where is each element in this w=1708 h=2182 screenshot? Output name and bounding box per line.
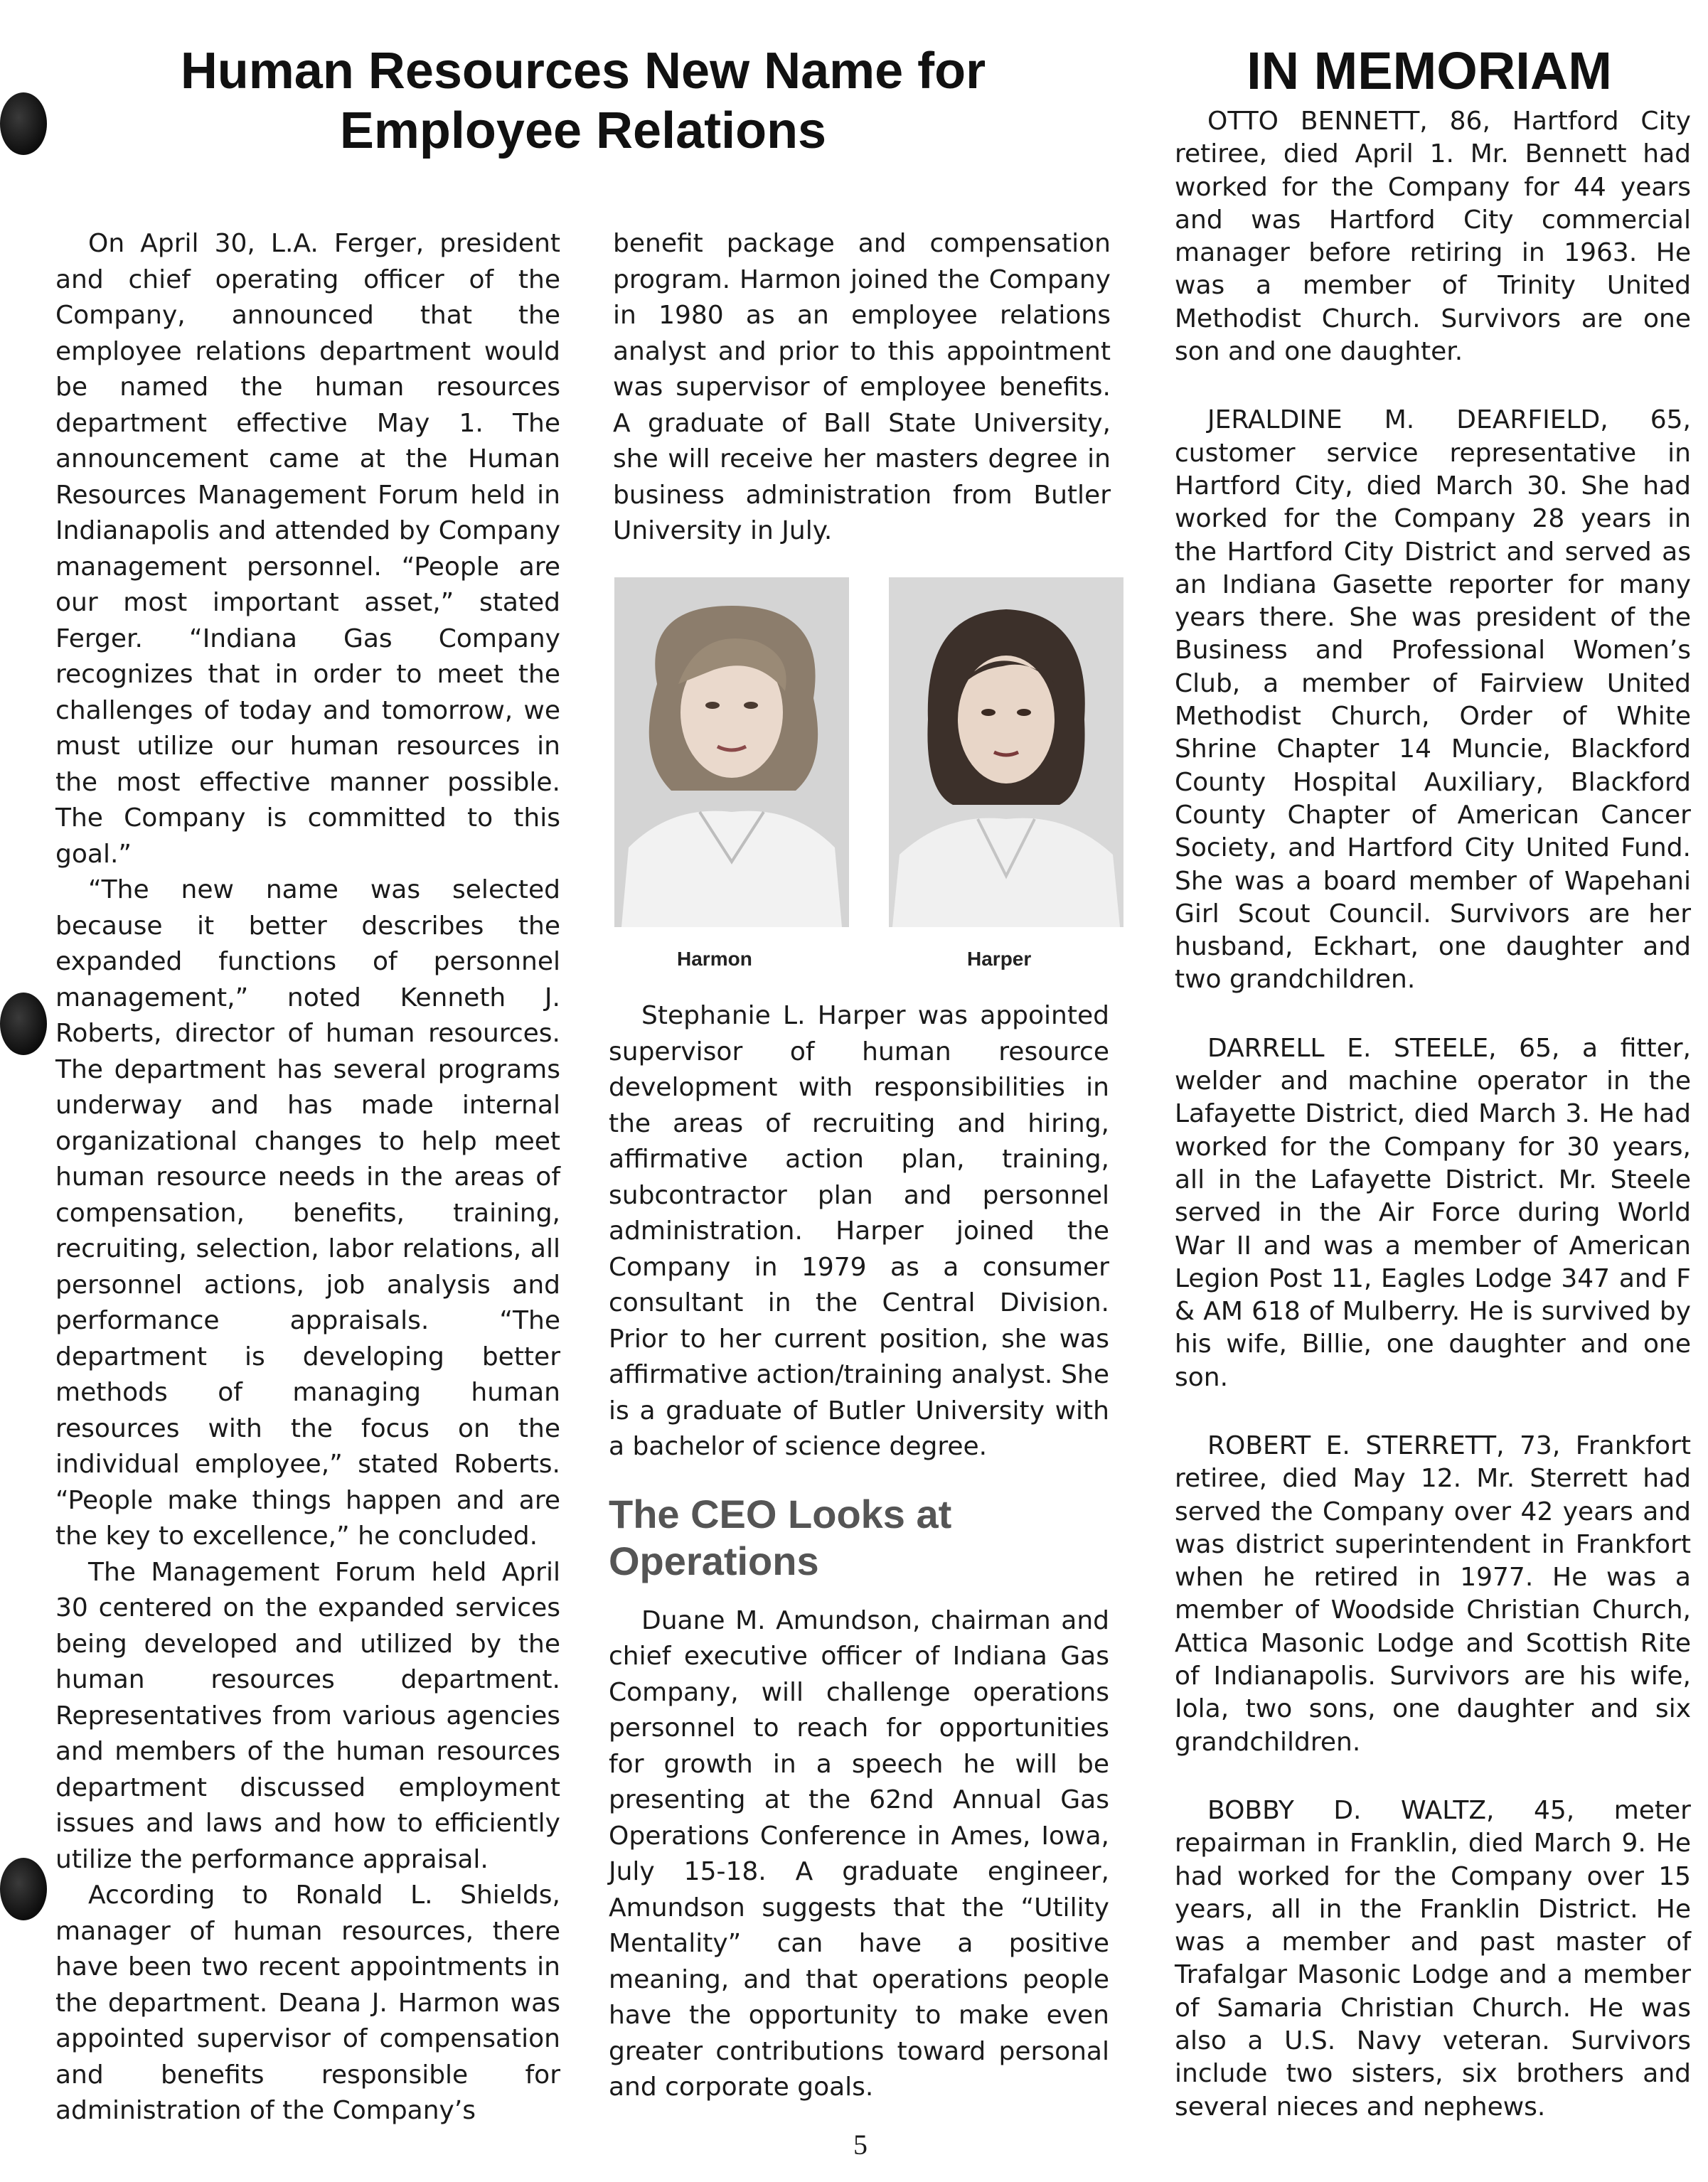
article-column-1 bbox=[55, 226, 560, 2129]
page-number: 5 bbox=[853, 2129, 868, 2161]
article-title: Human Resources New Name for Employee Relations bbox=[180, 43, 986, 159]
memoriam-entry: BOBBY D. WALTZ, 45, meter repairman in Franklin, died March 9. He had worked for the Company over 15 years, all in the Franklin District. He was a member and past master of Trafalgar Masonic Lodge and a member of Samaria Christian Church. He was also a U.S. Navy veteran. Survivors include two sisters, six brothers and several nieces and nephews. bbox=[1175, 1795, 1691, 2122]
memoriam-entry: OTTO BENNETT, 86, Hartford City retiree, died April 1. Mr. Bennett had worked for the Company for 44 years and was Hartford City commercial manager before retiring in 1963. He was a member of Trinity United Methodist Church. Survivors are one son and one daughter. bbox=[1175, 107, 1691, 367]
punch-hole-top bbox=[0, 92, 47, 155]
harper-portrait-photo bbox=[889, 577, 1123, 927]
memoriam-entry: JERALDINE M. DEARFIELD, 65, customer service representative in Hartford City, died March 30. She had worked for the Company 28 years in the Hartford City District and served as an Indiana Gasette reporter for many years there. She was president of the Business and Professional Women’s Club, a member of Fairview United Methodist Church, Order of White Shrine Chapter 14 Muncie, Blackford County Hospital Auxiliary, Blackford County Chapter of American Cancer Society, and Hartford City United Fund. She was a board member of Wapehani Girl Scout Council. Survivors are her husband, Eckhart, one daughter and two grandchildren. bbox=[1175, 405, 1691, 995]
harmon-photo-caption: Harmon bbox=[677, 948, 752, 970]
harper-photo-caption: Harper bbox=[967, 948, 1032, 970]
memoriam-column bbox=[1175, 105, 1691, 2159]
punch-hole-bottom bbox=[0, 1858, 47, 1920]
memoriam-entry: DARRELL E. STEELE, 65, a fitter, welder and machine operator in the Lafayette District, died March 3. He had worked for the Company for 30 years, all in the Lafayette District. Mr. Steele served in the Air Force during World War II and was a member of American Legion Post 11, Eagles Lodge 347 and F & AM 618 of Mulberry. He is survived by his wife, Billie, one daughter and one son. bbox=[1175, 1033, 1691, 1392]
memoriam-entry: ROBERT E. STERRETT, 73, Frankfort retiree, died May 12. Mr. Sterrett had served the Company over 42 years and was district superintendent in Frankfort when he retired in 1977. He was a member of Woodside Christian Church, Attica Masonic Lodge and Scottish Rite of Indianapolis. Survivors are his wife, Iola, two sons, one daughter and six grandchildren. bbox=[1175, 1430, 1691, 1757]
article-paragraph: benefit package and compensation program. Harmon joined the Company in 1980 as an employee relations analyst and prior to this appointment was supervisor of employee benefits. A graduate of Ball State University, she will receive her masters degree in business administration from Butler University in July. bbox=[613, 229, 1111, 545]
article-paragraph: The Management Forum held April 30 centered on the expanded services being developed and utilized by the human resources department. Representatives from various agencies and members of the human resources department discussed employment issues and laws and how to efficiently utilize the performance appraisal. bbox=[55, 1557, 560, 1874]
harmon-portrait-image bbox=[614, 577, 849, 927]
harmon-portrait-photo bbox=[614, 577, 849, 927]
article-column-2-bottom bbox=[609, 998, 1109, 2106]
punch-hole-middle bbox=[0, 993, 47, 1055]
article-paragraph: According to Ronald L. Shields, manager of human resources, there have been two recent appointments in the department. Deana J. Harmon was appointed supervisor of compensation and benefits responsible for administration of the Company’s bbox=[55, 1881, 560, 2125]
article-paragraph: On April 30, L.A. Ferger, president and chief operating officer of the Company, announced that the employee relations department would be named the human resources department effective May 1. The announcement came at the Human Resources Management Forum held in Indianapolis and attended by Company management personnel. “People are our most important asset,” stated Ferger. “Indiana Gas Company recognizes that in order to meet the challenges of today and tomorrow, we must utilize our human resources in the most effective manner possible. The Company is committed to this goal.” bbox=[55, 229, 560, 869]
article-paragraph: Stephanie L. Harper was appointed supervisor of human resource development with responsibilities in the areas of recruiting and hiring, affirmative action plan, training, subcontractor plan and personnel administration. Harper joined the Company in 1979 as a consumer consultant in the Central Division. Prior to her current position, she was affirmative action/training analyst. She is a graduate of Butler University with a bachelor of science degree. bbox=[609, 1001, 1109, 1461]
ceo-paragraph: Duane M. Amundson, chairman and chief executive officer of Indiana Gas Company, will challenge operations personnel to reach for opportunities for growth in a speech he will be presenting at the 62nd Annual Gas Operations Conference in Ames, Iowa, July 15-18. A graduate engineer, Amundson suggests that the “Utility Mentality” can have a positive meaning, and that operations people have the opportunity to make even greater contributions toward personal and corporate goals. bbox=[609, 1605, 1109, 2102]
harper-portrait-image bbox=[889, 577, 1123, 927]
memoriam-title: IN MEMORIAM bbox=[1247, 41, 1612, 100]
ceo-section-title: The CEO Looks at Operations bbox=[609, 1491, 952, 1583]
article-column-2-top bbox=[613, 226, 1111, 550]
article-paragraph: “The new name was selected because it better describes the expanded functions of personnel management,” noted Kenneth J. Roberts, director of human resources. The department has several programs underway and has made internal organizational changes to help meet human resource needs in the areas of compensation, benefits, training, recruiting, selection, labor relations, all personnel actions, job analysis and performance appraisals. “The department is developing better methods of managing human resources with the focus on the individual employee,” stated Roberts. “People make things happen and are the key to excellence,” he concluded. bbox=[55, 875, 560, 1551]
